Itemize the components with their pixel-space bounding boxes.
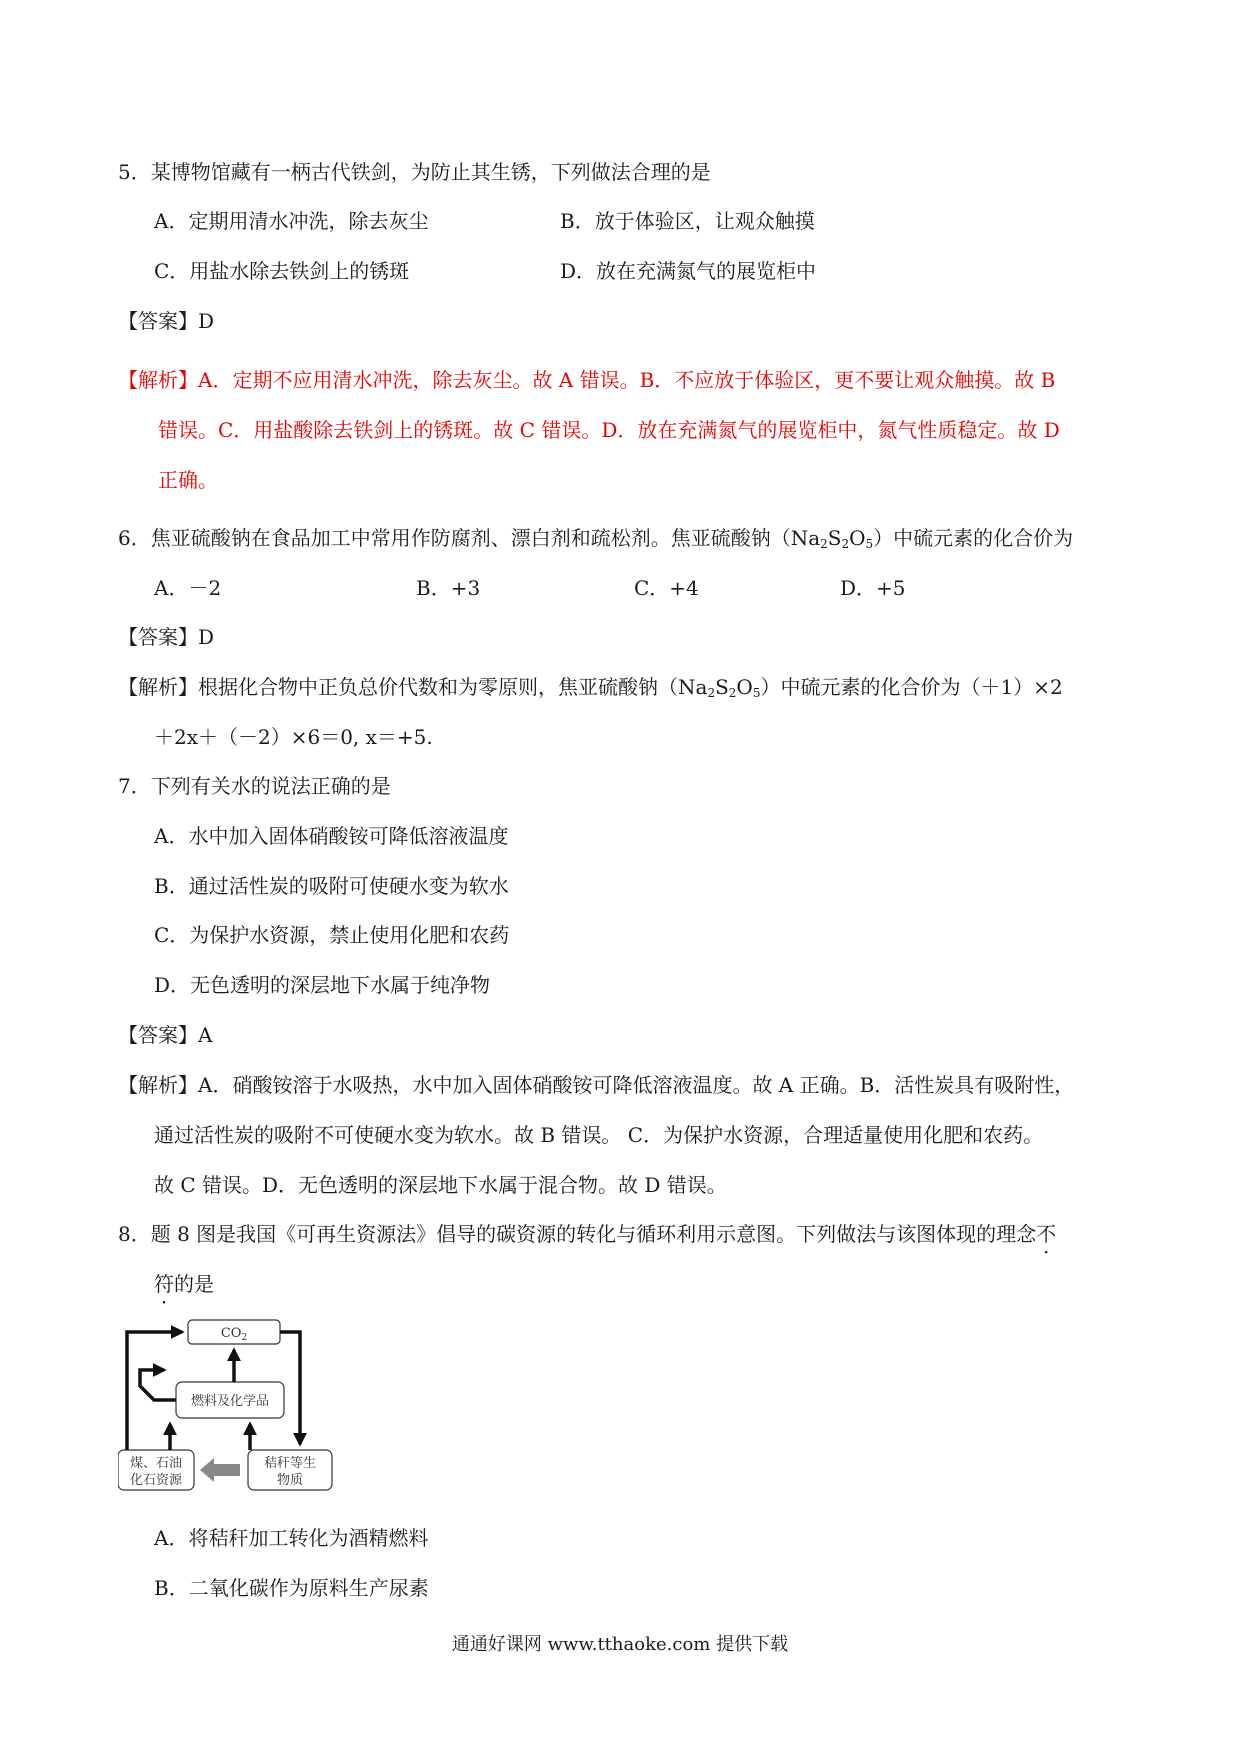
- stem-text: 8．题 8 图是我国《可再生资源法》倡导的碳资源的转化与循环利用示意图。下列做法与该图体现的理念: [118, 1222, 1037, 1246]
- fuel-feedback-arrow: [140, 1370, 176, 1400]
- q8-option-b: B．二氧化碳作为原料生产尿素: [154, 1576, 429, 1600]
- stem-text: S: [827, 526, 842, 550]
- co2-label: $CO_2$: [220, 1326, 248, 1343]
- q7-analysis-line-1: [118, 1071, 1074, 1099]
- subscript: 2: [820, 537, 828, 551]
- fossil-label-1: 煤、石油: [129, 1456, 183, 1471]
- subscript: 5: [752, 686, 761, 700]
- q6-option-d: D．+5: [840, 576, 906, 600]
- answer-tag: 【答案】: [118, 1023, 198, 1047]
- q7-option-c: C．为保护水资源，禁止使用化肥和农药: [154, 923, 510, 947]
- biomass-label-1: 秸秆等生: [263, 1456, 317, 1471]
- q5-option-c: C．用盐水除去铁剑上的锈斑: [154, 259, 410, 283]
- analysis-tag: 【解析】: [118, 675, 198, 699]
- q5-analysis-line-3: 正确。: [158, 468, 218, 492]
- q5-option-b: B．放于体验区，让观众触摸: [560, 209, 815, 233]
- q7-option-a: A．水中加入固体硝酸铵可降低溶液温度: [154, 824, 509, 848]
- analysis-text: 根据化合物中正负总价代数和为零原则，焦亚硫酸钠（Na: [198, 675, 708, 699]
- q7-option-d: D．无色透明的深层地下水属于纯净物: [154, 973, 491, 997]
- q8-option-a: A．将秸秆加工转化为酒精燃料: [154, 1526, 429, 1550]
- q5-answer: [118, 307, 214, 335]
- analysis-text: A．硝酸铵溶于水吸热，水中加入固体硝酸铵可降低溶液温度。故 A 正确。B．活性炭具有吸附性，: [198, 1073, 1075, 1097]
- q5-stem: 5．某博物馆藏有一柄古代铁剑，为防止其生锈，下列做法合理的是: [118, 160, 711, 184]
- analysis-tag: 【解析】: [118, 1073, 198, 1097]
- fossil-label-2: 化石资源: [129, 1473, 183, 1488]
- analysis-text: A．定期不应用清水冲洗，除去灰尘。故 A 错误。B．不应放于体验区，更不要让观众触摸。故 B: [198, 368, 1056, 392]
- q5-analysis-line-1: [118, 366, 1055, 394]
- q6-option-a: A．－2: [154, 576, 222, 600]
- q6-answer: [118, 623, 214, 651]
- subscript: 5: [865, 537, 874, 551]
- analysis-text: ）中硫元素的化合价为（＋1）×2: [760, 675, 1063, 699]
- analysis-text: O: [736, 675, 753, 699]
- q6-option-b: B．+3: [416, 576, 481, 600]
- subscript: 2: [707, 686, 716, 700]
- q7-analysis-line-3: 故 C 错误。D．无色透明的深层地下水属于混合物。故 D 错误。: [154, 1173, 727, 1197]
- answer-value: A: [198, 1023, 213, 1047]
- q6-analysis-line-2: ＋2x＋（－2）×6＝0, x＝+5.: [154, 725, 433, 749]
- q7-stem: 7．下列有关水的说法正确的是: [118, 774, 391, 798]
- q6-stem: [118, 524, 1073, 558]
- q6-option-c: C．+4: [634, 576, 699, 600]
- analysis-text: S: [715, 675, 729, 699]
- answer-value: D: [198, 309, 215, 333]
- stem-text: O: [849, 526, 866, 550]
- answer-tag: 【答案】: [118, 625, 198, 649]
- biomass-to-fossil-arrow: [200, 1458, 240, 1482]
- q8-stem-line-1: [118, 1220, 1056, 1248]
- q7-option-b: B．通过活性炭的吸附可使硬水变为软水: [154, 874, 509, 898]
- emphasis-char: 符: [154, 1272, 174, 1296]
- answer-value: D: [198, 625, 215, 649]
- q5-analysis-line-2: 错误。C．用盐酸除去铁剑上的锈斑。故 C 错误。D．放在充满氮气的展览柜中，氮气性质稳定。故 D: [158, 418, 1060, 442]
- fossil-to-co2-arrow: [127, 1332, 182, 1450]
- q7-analysis-line-2: 通过活性炭的吸附不可使硬水变为软水。故 B 错误。 C．为保护水资源，合理适量使用化肥和农药。: [154, 1123, 1044, 1147]
- page-footer: 通通好课网 www.tthaoke.com 提供下载: [451, 1634, 789, 1655]
- stem-text: 6．焦亚硫酸钠在食品加工中常用作防腐剂、漂白剂和疏松剂。焦亚硫酸钠（Na: [118, 526, 821, 550]
- q8-stem-line-2: [154, 1270, 214, 1298]
- q7-answer: [118, 1021, 212, 1049]
- q5-option-a: A．定期用清水冲洗，除去灰尘: [154, 209, 429, 233]
- stem-text: 的是: [174, 1272, 214, 1296]
- analysis-tag: 【解析】: [118, 368, 198, 392]
- q5-option-d: D．放在充满氮气的展览柜中: [560, 259, 817, 283]
- emphasis-char: 不: [1036, 1222, 1057, 1246]
- fuel-label: 燃料及化学品: [190, 1394, 270, 1409]
- subscript: 2: [728, 686, 737, 700]
- biomass-label-2: 物质: [276, 1473, 304, 1488]
- subscript: 2: [841, 537, 850, 551]
- stem-text: ）中硫元素的化合价为: [873, 526, 1074, 550]
- carbon-cycle-diagram: [118, 1318, 343, 1506]
- answer-tag: 【答案】: [118, 309, 198, 333]
- q6-analysis-line-1: [118, 673, 1063, 707]
